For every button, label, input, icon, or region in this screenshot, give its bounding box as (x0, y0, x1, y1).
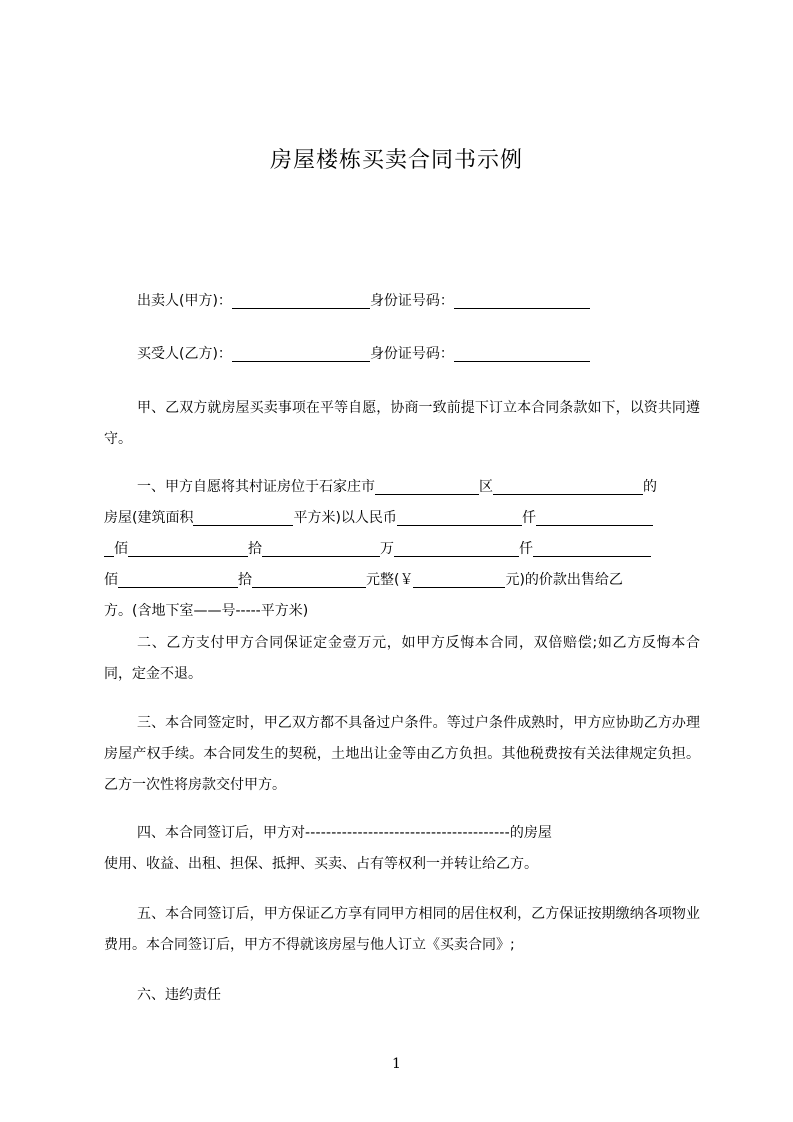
seller-line (104, 286, 700, 316)
seller-label: 出卖人(甲方)： (137, 293, 232, 309)
clause1-text-k: 佰 (104, 572, 118, 588)
clause4-text-a: 四、本合同签订后，甲方对 (137, 825, 305, 841)
buyer-id-blank[interactable] (454, 344, 590, 362)
buyer-line (104, 339, 700, 369)
clause-5 (104, 899, 700, 961)
clause1-text-j: 仟 (519, 541, 533, 557)
clause-3 (104, 708, 700, 801)
clause1-text-b: 区 (479, 479, 493, 495)
area-blank[interactable] (193, 508, 293, 526)
seller-name-blank[interactable] (232, 291, 370, 309)
price-blank-5[interactable] (262, 539, 380, 557)
price-blank-8[interactable] (118, 570, 238, 588)
clause4-dashes: --------------------------------------- (305, 825, 510, 841)
price-blank-4[interactable] (128, 539, 248, 557)
address-blank[interactable] (493, 477, 643, 495)
clause-4 (104, 818, 700, 880)
clause1-text-i: 万 (380, 541, 394, 557)
clause1-text-d: 房屋(建筑面积 (104, 510, 194, 526)
clause1-text-c: 的 (643, 479, 657, 495)
price-figure-blank[interactable] (413, 570, 505, 588)
buyer-label: 买受人(乙方)： (137, 346, 232, 362)
seller-id-blank[interactable] (454, 291, 590, 309)
clause1-text-o: 方。(含地下室——号-----平方米) (104, 603, 309, 619)
intro-text: 甲、乙双方就房屋买卖事项在平等自愿，协商一致前提下订立本合同条款如下，以资共同遵守。 (104, 400, 700, 447)
clause3-text: 三、本合同签定时，甲乙双方都不具备过户条件。等过户条件成熟时，甲方应协助乙方办理房屋产权手续。本合同发生的契税，土地出让金等由乙方负担。其他税费按有关法律规定负担。乙方一次性将房款交付甲方。 (104, 715, 700, 793)
clause1-text-h: 拾 (248, 541, 262, 557)
price-blank-1[interactable] (397, 508, 522, 526)
clause1-text-m: 元整(￥ (366, 572, 414, 588)
intro-paragraph (104, 393, 700, 455)
price-blank-2[interactable] (536, 508, 653, 526)
price-blank-3[interactable] (104, 539, 114, 557)
page-number: 1 (392, 1056, 401, 1072)
document-title: 房屋楼栋买卖合同书示例 (269, 148, 523, 173)
clause5-text: 五、本合同签订后，甲方保证乙方享有同甲方相同的居住权利，乙方保证按期缴纳各项物业费用。本合同签订后，甲方不得就该房屋与他人订立《买卖合同》; (104, 906, 700, 953)
clause-6 (104, 980, 700, 1011)
district-blank[interactable] (375, 477, 479, 495)
clause1-text-f: 仟 (521, 510, 536, 526)
clause-2 (104, 628, 700, 690)
clause4-text-b: 的房屋 (509, 825, 552, 841)
clause6-text: 六、违约责任 (137, 987, 221, 1003)
buyer-id-label: 身份证号码： (369, 346, 454, 362)
clause1-text-l: 拾 (238, 572, 252, 588)
clause4-text-c: 使用、收益、出租、担保、抵押、买卖、占有等权利一并转让给乙方。 (104, 856, 538, 872)
buyer-name-blank[interactable] (232, 344, 370, 362)
seller-id-label: 身份证号码： (369, 293, 454, 309)
clause1-text-g: 佰 (114, 541, 128, 557)
clause1-text-n: 元)的价款出售给乙 (505, 572, 623, 588)
clause-1 (104, 472, 700, 627)
clause2-text: 二、乙方支付甲方合同保证定金壹万元，如甲方反悔本合同，双倍赔偿;如乙方反悔本合同，定金不退。 (104, 635, 700, 682)
price-blank-6[interactable] (394, 539, 519, 557)
price-blank-7[interactable] (533, 539, 651, 557)
clause1-text-e: 平方米)以人民币 (293, 510, 397, 526)
clause1-text-a: 一、甲方自愿将其村证房位于石家庄市 (137, 479, 375, 495)
price-blank-9[interactable] (252, 570, 366, 588)
